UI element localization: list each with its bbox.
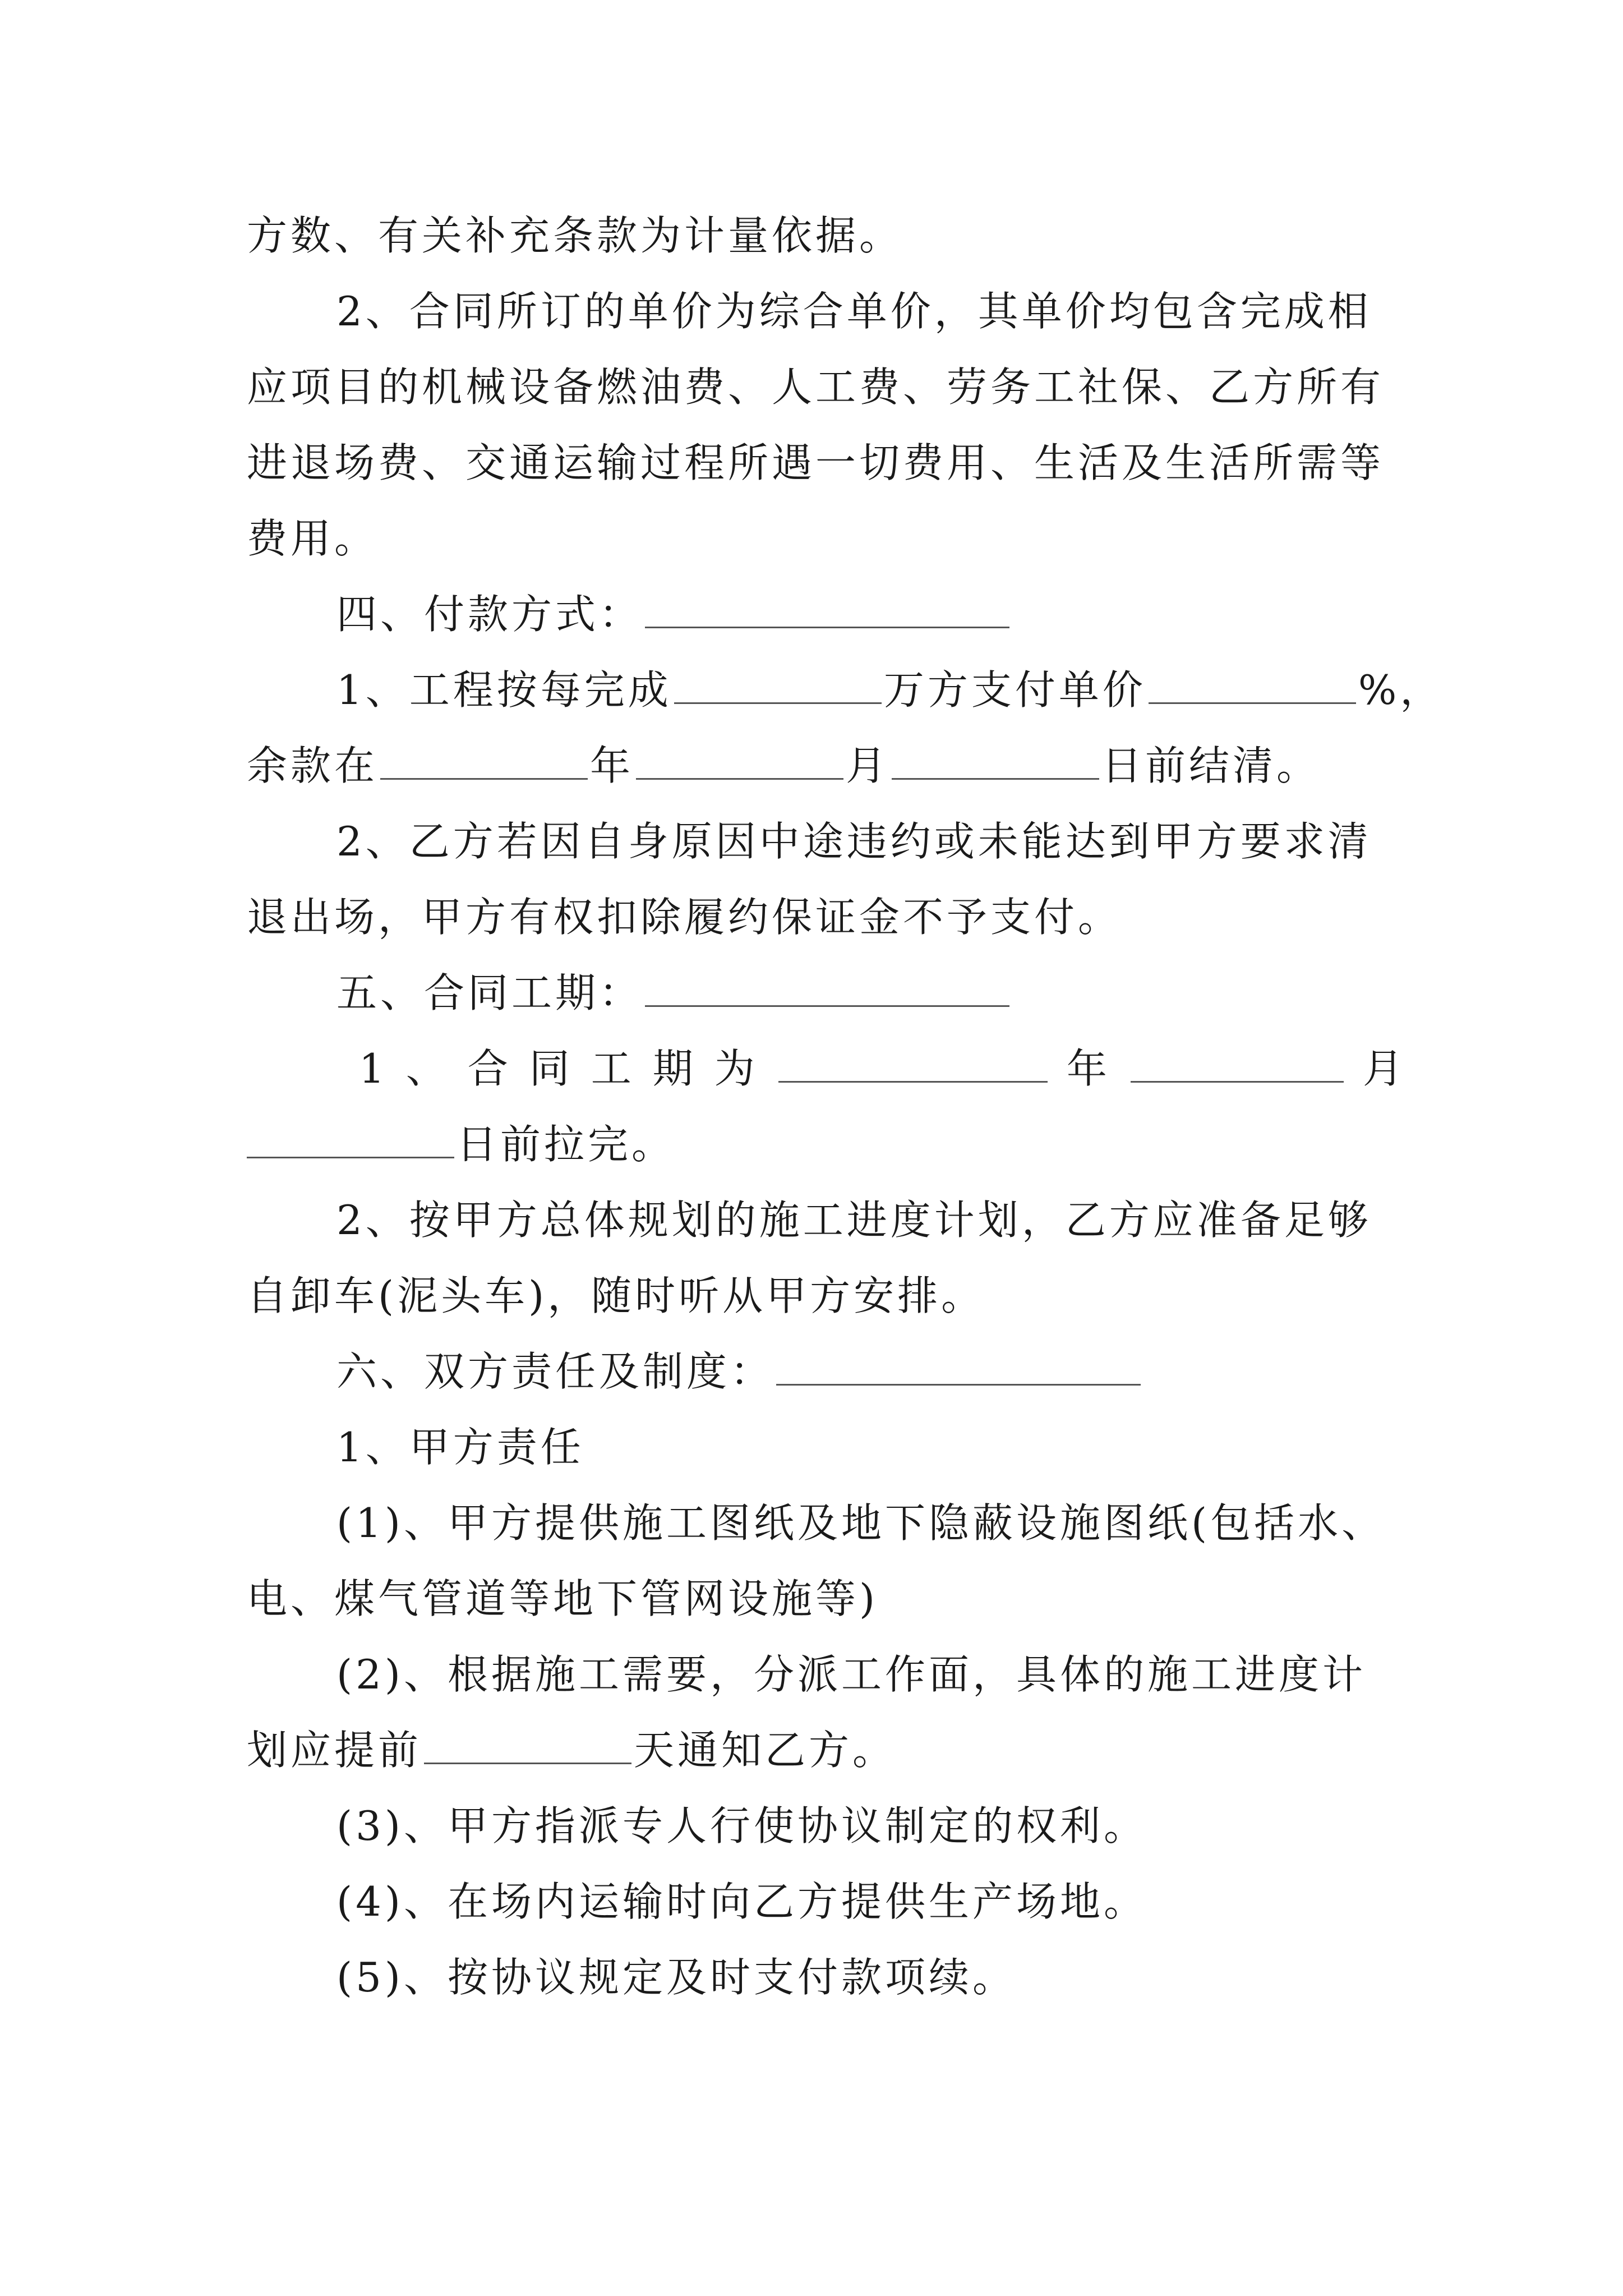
line-text: (4)、在场内运输时向乙方提供生产场地。 (336, 1878, 1147, 1925)
line-text: 2、乙方若因自身原因中途违约或未能达到甲方要求清 (336, 818, 1372, 865)
fill-in-blank[interactable] (645, 591, 1009, 628)
paragraph-line (247, 738, 1320, 794)
paragraph-line (247, 435, 1384, 491)
line-text: 余款在 (247, 742, 379, 789)
paragraph-line (247, 889, 1122, 945)
line-text: 划应提前 (247, 1727, 422, 1774)
line-text: 方数、有关补充条款为计量依据。 (247, 212, 903, 259)
line-text: 年 (590, 742, 634, 789)
paragraph-line (247, 510, 378, 567)
fill-in-blank[interactable] (380, 742, 588, 780)
line-text: %， (1358, 666, 1444, 714)
heading-text: 1、甲方责任 (336, 1424, 584, 1471)
fill-in-blank[interactable] (247, 1121, 454, 1158)
paragraph-line (336, 1798, 1147, 1854)
line-text: 日前拉完。 (457, 1121, 676, 1168)
line-text: 月 (846, 742, 890, 789)
fill-in-blank[interactable] (776, 1348, 1141, 1386)
line-text: 2、按甲方总体规划的施工进度计划，乙方应准备足够 (336, 1197, 1372, 1244)
paragraph-line (247, 359, 1384, 415)
paragraph-line (247, 1571, 878, 1627)
line-text: (5)、按协议规定及时支付款项续。 (336, 1954, 1016, 2001)
section-heading (336, 1343, 1143, 1400)
line-text: 日前结清。 (1101, 742, 1321, 789)
line-text: 2、合同所订的单价为综合单价，其单价均包含完成相 (336, 288, 1372, 335)
subsection-heading (336, 1419, 584, 1475)
line-text: 年 (1066, 1045, 1128, 1092)
section-heading (336, 965, 1012, 1021)
line-text: (3)、甲方指派专人行使协议制定的权利。 (336, 1802, 1147, 1849)
paragraph-line (336, 1949, 1016, 2005)
line-text: 天通知乙方。 (634, 1727, 897, 1774)
line-text: (2)、根据施工需要，分派工作面，具体的施工进度计 (336, 1651, 1366, 1698)
paragraph-line (336, 1646, 1366, 1703)
line-text: 自卸车(泥头车)，随时听从甲方安排。 (247, 1272, 985, 1319)
fill-in-blank[interactable] (1131, 1045, 1344, 1083)
paragraph-line (336, 662, 1444, 718)
paragraph-line (359, 1041, 1407, 1097)
paragraph-line (336, 1495, 1385, 1551)
fill-in-blank[interactable] (1149, 666, 1356, 704)
line-text: (1)、甲方提供施工图纸及地下隐蔽设施图纸(包括水、 (336, 1499, 1386, 1547)
section-heading (336, 586, 1012, 642)
paragraph-line (247, 208, 903, 264)
line-text: 应项目的机械设备燃油费、人工费、劳务工社保、乙方所有 (247, 364, 1385, 411)
paragraph-line (336, 283, 1372, 339)
line-text: 电、煤气管道等地下管网设施等) (247, 1575, 879, 1622)
heading-text: 四、付款方式： (336, 591, 643, 638)
line-text: 退出场，甲方有权扣除履约保证金不予支付。 (247, 894, 1122, 941)
paragraph-line (336, 1874, 1147, 1930)
fill-in-blank[interactable] (424, 1727, 631, 1764)
fill-in-blank[interactable] (674, 666, 882, 704)
paragraph-line (336, 813, 1372, 869)
fill-in-blank[interactable] (645, 969, 1009, 1007)
line-text: 月 (1362, 1045, 1407, 1092)
line-text: 万方支付单价 (883, 666, 1146, 714)
paragraph-line (336, 1192, 1372, 1248)
heading-text: 五、合同工期： (336, 969, 643, 1016)
fill-in-blank[interactable] (892, 742, 1099, 780)
paragraph-line (247, 1116, 675, 1172)
line-text: 1、工程按每完成 (336, 666, 672, 714)
line-text: 费用。 (247, 515, 379, 562)
fill-in-blank[interactable] (636, 742, 843, 780)
heading-text: 六、双方责任及制度： (336, 1348, 774, 1395)
paragraph-line (247, 1268, 985, 1324)
paragraph-line (247, 1722, 896, 1778)
line-text: 1、合同工期为 (359, 1045, 776, 1092)
fill-in-blank[interactable] (778, 1045, 1048, 1083)
line-text: 进退场费、交通运输过程所遇一切费用、生活及生活所需等 (247, 439, 1385, 486)
